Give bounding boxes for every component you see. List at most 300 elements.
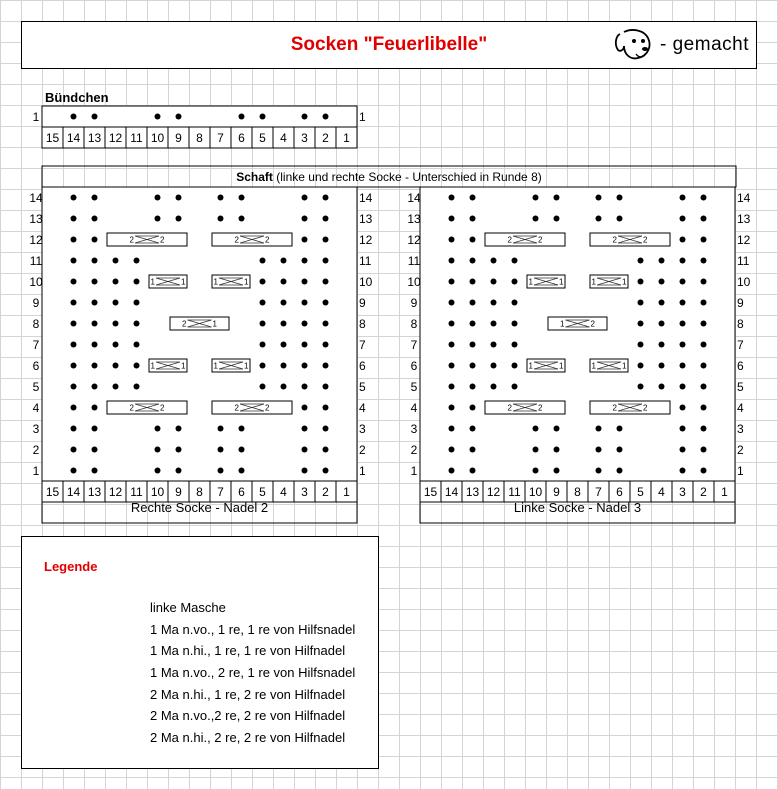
row-label-right: 12 xyxy=(737,233,751,247)
column-number: 11 xyxy=(508,485,521,499)
row-label-left: 3 xyxy=(32,422,40,436)
purl-dot xyxy=(260,258,266,264)
row-label-left: 12 xyxy=(407,233,421,247)
legend-box xyxy=(21,536,379,769)
column-number: 5 xyxy=(259,485,266,499)
purl-dot xyxy=(176,447,182,453)
column-number: 4 xyxy=(658,485,665,499)
purl-dot xyxy=(260,321,266,327)
row-label-right: 8 xyxy=(737,317,744,331)
column-number: 8 xyxy=(574,485,581,499)
row-label-left: 13 xyxy=(29,212,43,226)
row-label-right: 8 xyxy=(359,317,366,331)
purl-dot xyxy=(71,426,77,432)
purl-dot xyxy=(617,216,623,222)
purl-dot xyxy=(554,216,560,222)
purl-dot xyxy=(617,426,623,432)
purl-dot xyxy=(113,258,119,264)
purl-dot xyxy=(113,384,119,390)
column-number: 2 xyxy=(322,485,329,499)
purl-dot xyxy=(71,279,77,285)
cable-symbol xyxy=(590,401,670,414)
cable-count-right: 2 xyxy=(265,403,270,413)
purl-dot xyxy=(92,258,98,264)
purl-dot xyxy=(701,405,707,411)
purl-dot xyxy=(554,195,560,201)
purl-dot xyxy=(92,279,98,285)
purl-dot xyxy=(680,216,686,222)
column-number: 5 xyxy=(637,485,644,499)
purl-dot xyxy=(470,258,476,264)
column-number: 6 xyxy=(238,131,245,145)
purl-dot xyxy=(680,468,686,474)
page-title: Socken "Feuerlibelle" xyxy=(290,34,488,55)
purl-dot xyxy=(596,216,602,222)
cable-count-right: 2 xyxy=(160,403,165,413)
purl-dot xyxy=(617,468,623,474)
purl-dot xyxy=(218,447,224,453)
cable-count-right: 1 xyxy=(181,361,186,371)
row-label-right: 10 xyxy=(359,275,373,289)
purl-dot xyxy=(701,300,707,306)
purl-dot xyxy=(470,447,476,453)
column-number: 10 xyxy=(528,485,543,499)
cable-count-right: 1 xyxy=(244,361,249,371)
purl-dot xyxy=(470,300,476,306)
row-label-right: 13 xyxy=(737,212,751,226)
cable-symbol xyxy=(527,275,565,288)
purl-dot xyxy=(533,468,539,474)
purl-dot xyxy=(92,237,98,243)
purl-dot xyxy=(491,279,497,285)
column-number: 14 xyxy=(66,131,81,145)
purl-dot xyxy=(239,447,245,453)
purl-dot xyxy=(512,384,518,390)
purl-dot xyxy=(239,468,245,474)
column-number: 7 xyxy=(217,485,224,499)
cable-count-left: 1 xyxy=(150,361,155,371)
column-number: 9 xyxy=(175,131,182,145)
purl-dot xyxy=(260,384,266,390)
cable-count-left: 2 xyxy=(234,403,239,413)
cable-count-left: 1 xyxy=(213,361,218,371)
purl-dot xyxy=(323,279,329,285)
purl-dot xyxy=(680,321,686,327)
purl-dot xyxy=(260,363,266,369)
purl-dot xyxy=(491,342,497,348)
cable-count-left: 1 xyxy=(591,361,596,371)
cable-count-left: 2 xyxy=(612,235,617,245)
row-label-right: 10 xyxy=(737,275,751,289)
purl-dot xyxy=(596,195,602,201)
purl-dot xyxy=(92,342,98,348)
purl-dot xyxy=(302,342,308,348)
cable-count-right: 1 xyxy=(622,277,627,287)
cable-symbol xyxy=(212,359,250,372)
purl-dot xyxy=(701,258,707,264)
purl-dot xyxy=(638,258,644,264)
column-number: 4 xyxy=(280,131,287,145)
purl-dot xyxy=(302,468,308,474)
row-label-right: 11 xyxy=(737,254,750,268)
cable-count-left: 2 xyxy=(234,235,239,245)
purl-dot xyxy=(470,405,476,411)
purl-dot xyxy=(155,195,161,201)
purl-dot xyxy=(71,405,77,411)
cable-count-right: 1 xyxy=(181,277,186,287)
purl-dot xyxy=(323,300,329,306)
purl-dot xyxy=(302,363,308,369)
cable-symbol xyxy=(149,359,187,372)
cable-count-right: 2 xyxy=(538,403,543,413)
purl-dot xyxy=(449,468,455,474)
purl-dot xyxy=(554,447,560,453)
purl-dot xyxy=(92,300,98,306)
cable-count-right: 1 xyxy=(559,277,564,287)
cable-count-right: 1 xyxy=(559,361,564,371)
cable-symbol xyxy=(212,275,250,288)
legend-text: 2 Ma n.hi., 2 re, 2 re von Hilfnadel xyxy=(150,730,346,745)
purl-dot xyxy=(281,342,287,348)
cable-symbol xyxy=(590,359,628,372)
row-label-left: 10 xyxy=(407,275,421,289)
purl-dot xyxy=(449,321,455,327)
column-number: 7 xyxy=(595,485,602,499)
cable-symbol xyxy=(149,275,187,288)
row-label-left: 2 xyxy=(410,443,418,457)
purl-dot xyxy=(71,447,77,453)
purl-dot xyxy=(449,258,455,264)
purl-dot xyxy=(155,468,161,474)
purl-dot xyxy=(512,363,518,369)
cable-count-right: 2 xyxy=(643,235,648,245)
row-label-left: 14 xyxy=(29,191,43,205)
purl-dot xyxy=(134,279,140,285)
row-label-right: 7 xyxy=(737,338,744,352)
row-label-left: 11 xyxy=(407,254,421,268)
column-number: 9 xyxy=(553,485,560,499)
purl-dot xyxy=(239,216,245,222)
purl-dot xyxy=(218,216,224,222)
purl-dot xyxy=(71,258,77,264)
cable-count-right: 2 xyxy=(538,235,543,245)
cable-count-right: 1 xyxy=(244,277,249,287)
purl-dot xyxy=(701,321,707,327)
cable-symbol xyxy=(590,275,628,288)
cable-count-right: 2 xyxy=(590,319,595,329)
column-number: 13 xyxy=(87,131,102,145)
row-label-right: 11 xyxy=(359,254,372,268)
purl-dot xyxy=(302,384,308,390)
purl-dot xyxy=(71,114,77,120)
purl-dot xyxy=(659,384,665,390)
purl-dot xyxy=(281,258,287,264)
column-number: 9 xyxy=(175,485,182,499)
purl-dot xyxy=(701,216,707,222)
purl-dot xyxy=(323,384,329,390)
column-number: 12 xyxy=(486,485,501,499)
purl-dot xyxy=(449,363,455,369)
column-number: 11 xyxy=(130,131,143,145)
purl-dot xyxy=(71,321,77,327)
purl-dot xyxy=(701,384,707,390)
purl-dot xyxy=(533,216,539,222)
purl-dot xyxy=(470,321,476,327)
purl-dot xyxy=(449,405,455,411)
row-label-right: 3 xyxy=(737,422,744,436)
purl-dot xyxy=(176,114,182,120)
purl-dot xyxy=(239,195,245,201)
schaft-header xyxy=(42,170,736,184)
row-label-left: 2 xyxy=(32,443,40,457)
row-label-right: 4 xyxy=(359,401,366,415)
purl-dot xyxy=(302,258,308,264)
purl-dot xyxy=(302,447,308,453)
row-label-left: 5 xyxy=(410,380,418,394)
purl-dot xyxy=(659,258,665,264)
purl-dot xyxy=(680,426,686,432)
purl-dot xyxy=(302,216,308,222)
column-number: 1 xyxy=(343,131,350,145)
row-label-right: 2 xyxy=(359,443,366,457)
purl-dot xyxy=(617,447,623,453)
purl-dot xyxy=(302,195,308,201)
purl-dot xyxy=(323,342,329,348)
purl-dot xyxy=(302,405,308,411)
purl-dot xyxy=(449,447,455,453)
purl-dot xyxy=(92,447,98,453)
purl-dot xyxy=(176,468,182,474)
purl-dot xyxy=(638,300,644,306)
purl-dot xyxy=(554,468,560,474)
purl-dot xyxy=(176,195,182,201)
cable-symbol xyxy=(548,317,607,330)
purl-dot xyxy=(680,237,686,243)
purl-dot xyxy=(449,237,455,243)
purl-dot xyxy=(701,468,707,474)
left-sock-caption: Linke Socke - Nadel 3 xyxy=(513,500,642,515)
purl-dot xyxy=(659,300,665,306)
column-number: 1 xyxy=(721,485,728,499)
purl-dot xyxy=(449,279,455,285)
column-number: 15 xyxy=(45,485,60,499)
purl-dot xyxy=(638,384,644,390)
purl-dot xyxy=(449,426,455,432)
column-number: 8 xyxy=(196,485,203,499)
purl-dot xyxy=(218,468,224,474)
purl-dot xyxy=(71,363,77,369)
cable-symbol xyxy=(590,233,670,246)
row-label-left: 7 xyxy=(410,338,418,352)
row-label-right: 13 xyxy=(359,212,373,226)
purl-dot xyxy=(701,342,707,348)
purl-dot xyxy=(449,195,455,201)
cable-count-left: 1 xyxy=(560,319,565,329)
row-label-left: 8 xyxy=(410,317,418,331)
purl-dot xyxy=(92,195,98,201)
row-label-right: 3 xyxy=(359,422,366,436)
row-label-left: 13 xyxy=(407,212,421,226)
purl-dot xyxy=(596,468,602,474)
purl-dot xyxy=(491,384,497,390)
cable-count-left: 2 xyxy=(612,403,617,413)
row-label-left: 6 xyxy=(410,359,418,373)
row-label-right: 7 xyxy=(359,338,366,352)
column-number: 3 xyxy=(301,485,308,499)
purl-dot xyxy=(71,384,77,390)
cable-count-left: 1 xyxy=(528,277,533,287)
row-label-left: 4 xyxy=(410,401,418,415)
purl-dot xyxy=(512,342,518,348)
purl-dot xyxy=(113,279,119,285)
purl-dot xyxy=(470,468,476,474)
purl-dot xyxy=(71,237,77,243)
purl-dot xyxy=(449,216,455,222)
purl-dot xyxy=(680,405,686,411)
row-label-left: 7 xyxy=(32,338,40,352)
purl-dot xyxy=(470,363,476,369)
purl-dot xyxy=(680,279,686,285)
purl-dot xyxy=(92,321,98,327)
row-label-right: 2 xyxy=(737,443,744,457)
purl-dot xyxy=(260,300,266,306)
purl-dot xyxy=(491,321,497,327)
column-number: 12 xyxy=(108,485,123,499)
purl-dot xyxy=(680,363,686,369)
purl-dot xyxy=(239,114,245,120)
purl-dot xyxy=(701,363,707,369)
column-number: 6 xyxy=(238,485,245,499)
purl-dot xyxy=(92,468,98,474)
purl-dot xyxy=(449,300,455,306)
row-label-right: 1 xyxy=(737,464,744,478)
row-label-right: 5 xyxy=(359,380,366,394)
purl-dot xyxy=(323,321,329,327)
purl-dot xyxy=(470,216,476,222)
purl-dot xyxy=(71,468,77,474)
row-label-left: 6 xyxy=(32,359,40,373)
column-number: 2 xyxy=(700,485,707,499)
purl-dot xyxy=(659,363,665,369)
row-label-right: 1 xyxy=(359,464,366,478)
purl-dot xyxy=(92,114,98,120)
row-label-left: 8 xyxy=(32,317,40,331)
purl-dot xyxy=(71,300,77,306)
purl-dot xyxy=(281,321,287,327)
purl-dot xyxy=(470,237,476,243)
cable-count-left: 2 xyxy=(507,403,512,413)
purl-dot xyxy=(92,363,98,369)
cable-count-left: 2 xyxy=(182,319,187,329)
purl-dot xyxy=(596,447,602,453)
purl-dot xyxy=(470,426,476,432)
cable-count-left: 2 xyxy=(129,403,134,413)
purl-dot xyxy=(596,426,602,432)
cable-symbol xyxy=(107,233,187,246)
purl-dot xyxy=(323,237,329,243)
column-number: 3 xyxy=(679,485,686,499)
buendchen-pattern-row xyxy=(42,106,357,127)
schaft-note: (linke und rechte Socke - Unterschied in Runde 8) xyxy=(276,170,542,184)
purl-dot xyxy=(659,279,665,285)
purl-dot xyxy=(134,384,140,390)
purl-dot xyxy=(302,426,308,432)
purl-dot xyxy=(470,195,476,201)
purl-dot xyxy=(281,300,287,306)
purl-dot xyxy=(533,447,539,453)
purl-dot xyxy=(512,300,518,306)
purl-dot xyxy=(323,258,329,264)
purl-dot xyxy=(659,342,665,348)
purl-dot xyxy=(680,447,686,453)
column-number: 13 xyxy=(87,485,102,499)
purl-dot xyxy=(113,300,119,306)
purl-dot xyxy=(491,300,497,306)
cable-count-right: 1 xyxy=(212,319,217,329)
purl-dot xyxy=(218,426,224,432)
purl-dot xyxy=(218,195,224,201)
cable-count-left: 1 xyxy=(591,277,596,287)
purl-dot xyxy=(323,426,329,432)
buendchen-label: Bündchen xyxy=(45,90,109,105)
cable-count-right: 2 xyxy=(643,403,648,413)
legend-text: 1 Ma n.vo., 1 re, 1 re von Hilfsnadel xyxy=(150,622,356,637)
row-label-left: 1 xyxy=(410,464,418,478)
purl-dot xyxy=(512,279,518,285)
row-label-right: 4 xyxy=(737,401,744,415)
row-label-left: 1 xyxy=(32,110,40,124)
row-label-right: 12 xyxy=(359,233,373,247)
purl-dot xyxy=(302,279,308,285)
cable-count-left: 1 xyxy=(150,277,155,287)
purl-dot xyxy=(302,300,308,306)
row-label-right: 9 xyxy=(359,296,366,310)
column-number: 5 xyxy=(259,131,266,145)
row-label-left: 9 xyxy=(410,296,418,310)
row-label-left: 1 xyxy=(32,464,40,478)
purl-dot xyxy=(323,114,329,120)
purl-dot xyxy=(71,342,77,348)
purl-dot xyxy=(134,321,140,327)
purl-dot xyxy=(281,384,287,390)
column-number: 2 xyxy=(322,131,329,145)
row-label-right: 6 xyxy=(737,359,744,373)
purl-dot xyxy=(680,384,686,390)
row-label-right: 14 xyxy=(737,191,751,205)
purl-dot xyxy=(701,426,707,432)
schaft-label: Schaft xyxy=(236,170,273,184)
purl-dot xyxy=(659,321,665,327)
column-number: 8 xyxy=(196,131,203,145)
purl-dot xyxy=(323,363,329,369)
cable-count-right: 1 xyxy=(622,361,627,371)
purl-dot xyxy=(512,258,518,264)
row-label-left: 5 xyxy=(32,380,40,394)
row-label-right: 9 xyxy=(737,296,744,310)
legend-text: 1 Ma n.hi., 1 re, 1 re von Hilfnadel xyxy=(150,643,346,658)
cable-symbol xyxy=(485,401,565,414)
purl-dot xyxy=(701,447,707,453)
purl-dot xyxy=(512,321,518,327)
purl-dot xyxy=(281,279,287,285)
column-number: 4 xyxy=(280,485,287,499)
cable-count-left: 1 xyxy=(213,277,218,287)
cable-symbol xyxy=(107,401,187,414)
purl-dot xyxy=(533,195,539,201)
purl-dot xyxy=(92,216,98,222)
purl-dot xyxy=(260,279,266,285)
cable-count-left: 2 xyxy=(507,235,512,245)
